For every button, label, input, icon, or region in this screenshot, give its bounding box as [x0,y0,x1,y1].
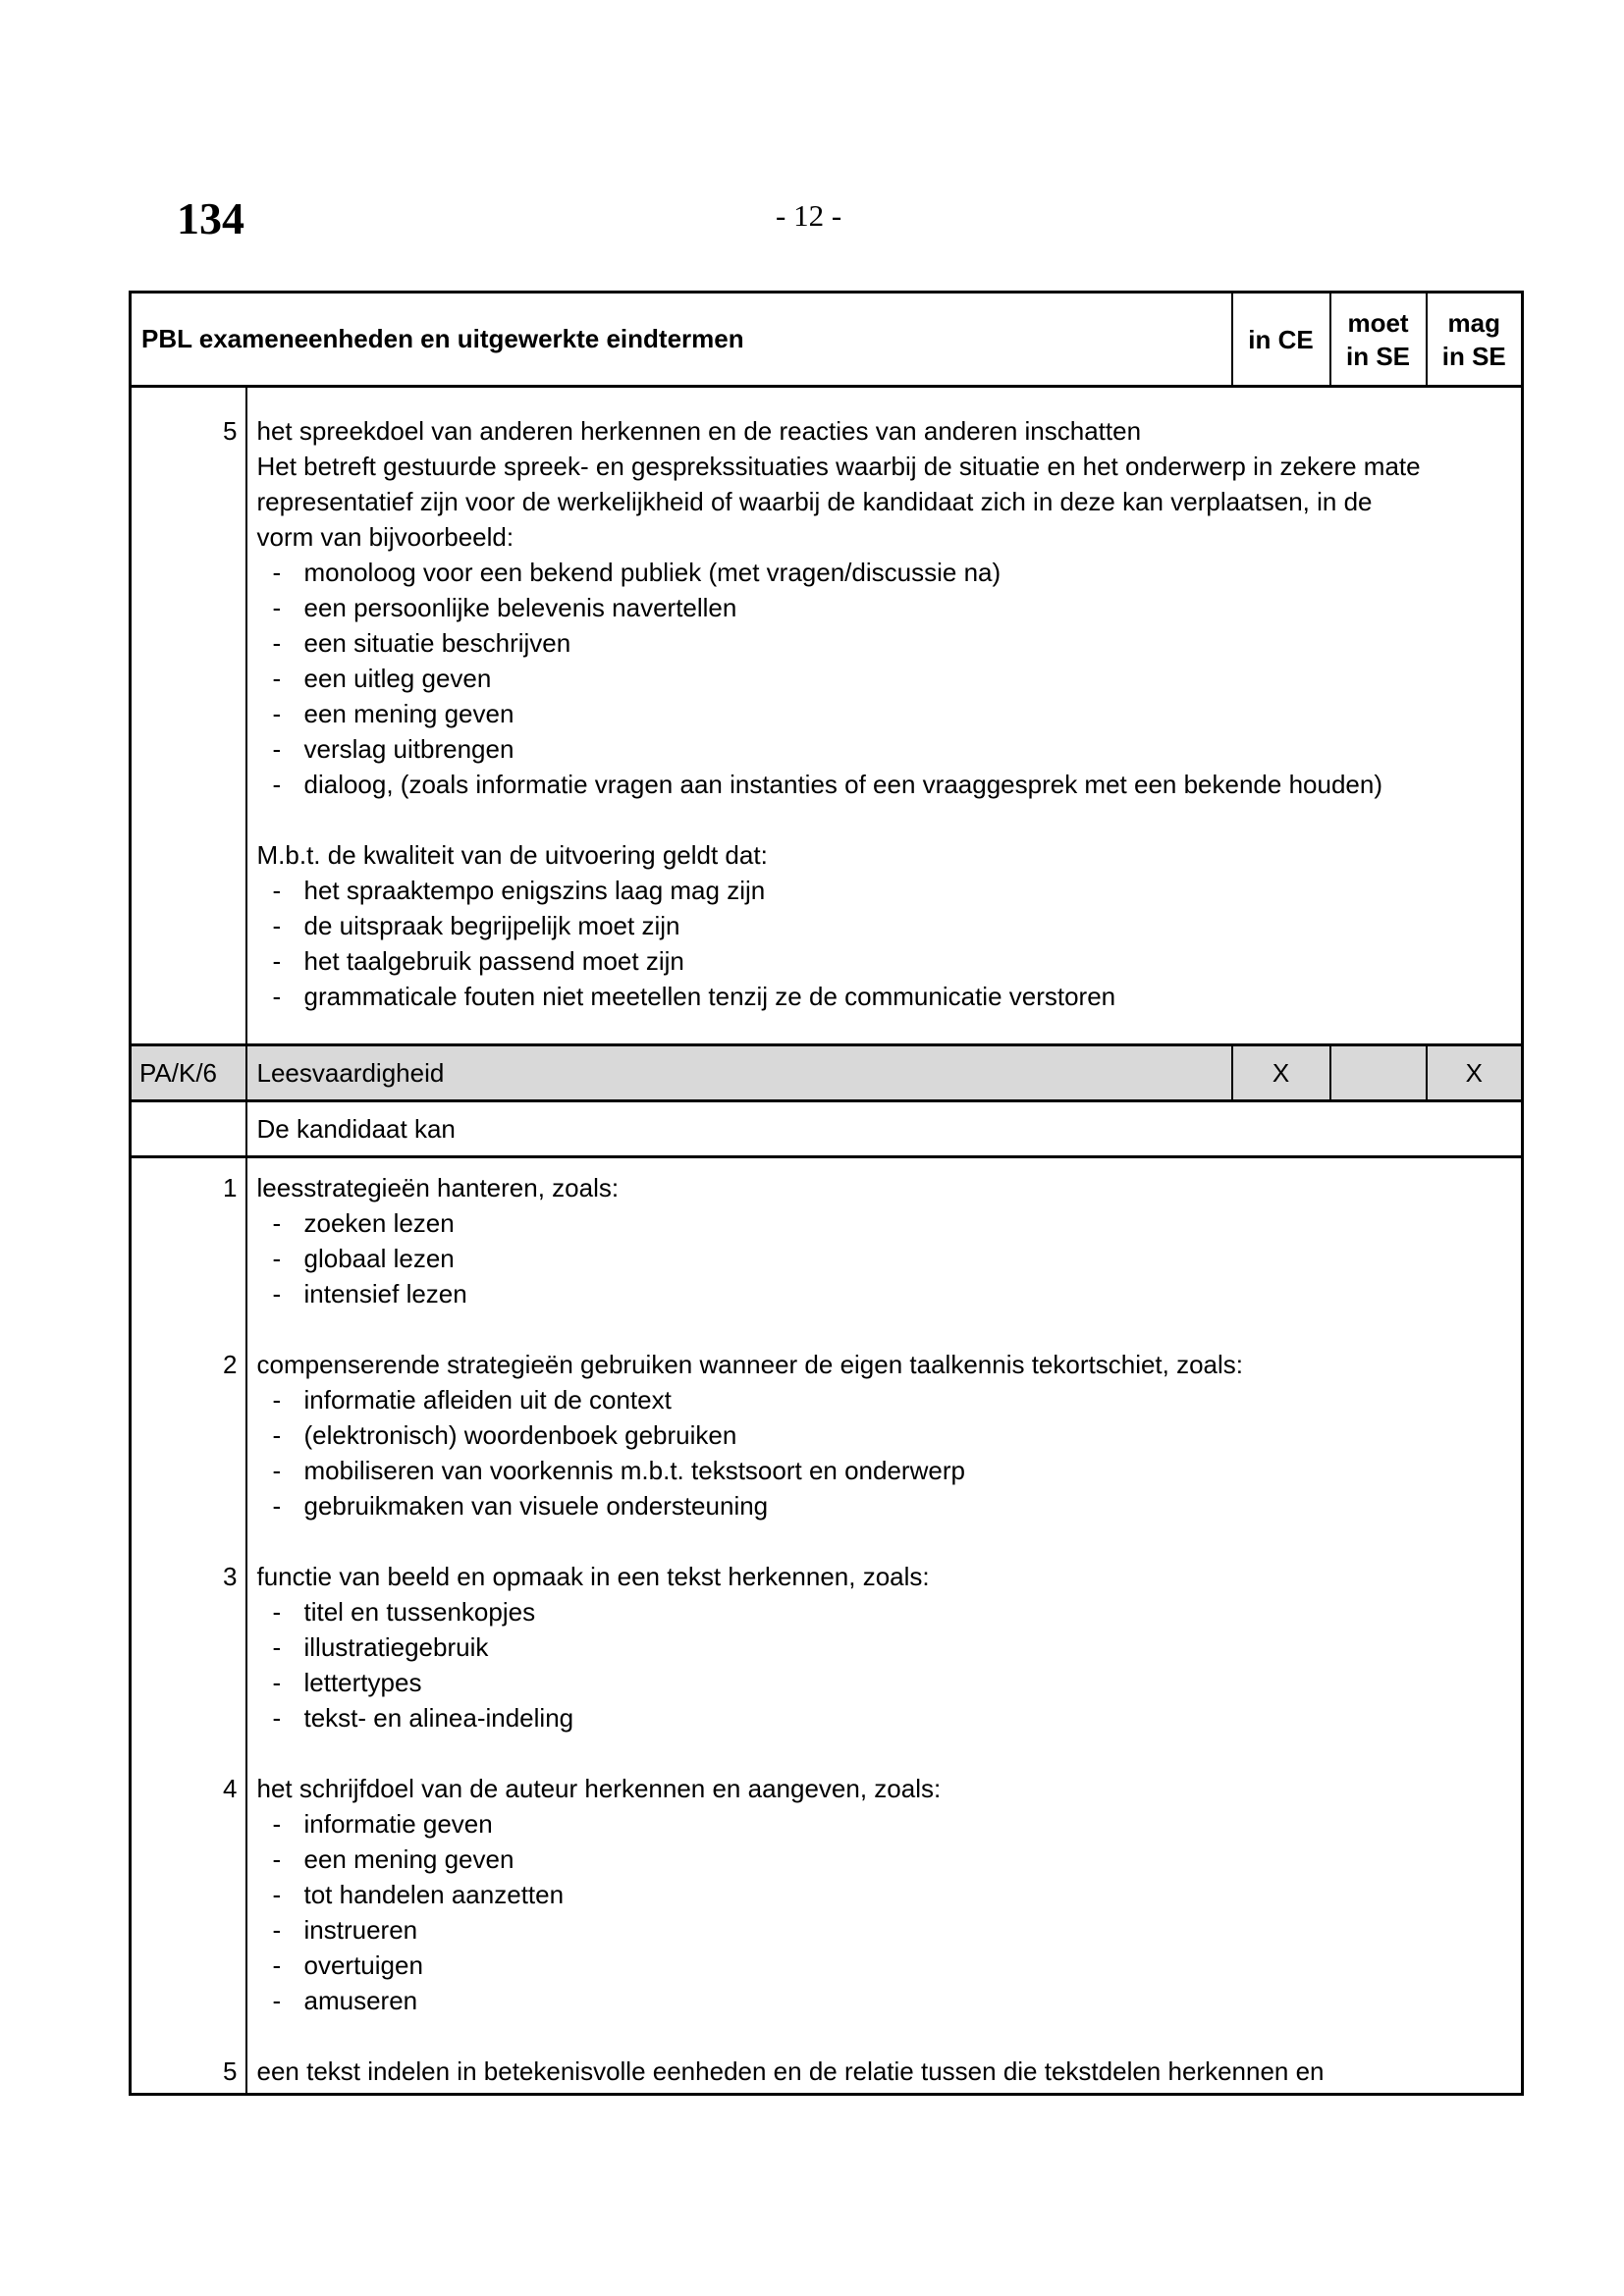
bullet-dash-icon: - [272,911,282,940]
items-content-cell [246,1157,1523,2095]
item-text: representatief zijn voor de werkelijkheid of waarbij de kandidaat zich in deze kan verplaatsen, in de [256,487,1373,516]
bullet-dash-icon: - [272,1632,282,1662]
item-numbers-cell [131,1157,246,2095]
column-header-mag-line2: in SE [1441,341,1506,371]
unit-title: Leesvaardigheid [246,1045,1232,1101]
list-item: - een persoonlijke belevenis navertellen [257,590,1512,625]
item-number: 4 [223,1774,238,1803]
list-item: - het spraaktempo enigszins laag mag zijn [257,873,1512,908]
item-number: 5 [223,416,238,446]
bullet-dash-icon: - [272,664,282,693]
bullet-dash-icon: - [272,1491,282,1521]
list-item: - een mening geven [257,696,1512,731]
bullet-dash-icon: - [272,1385,282,1415]
list-item: - (elektronisch) woordenboek gebruiken [257,1417,1512,1453]
list-item: - de uitspraak begrijpelijk moet zijn [257,908,1512,943]
list-item: - zoeken lezen [257,1205,1512,1241]
unit-mag-in-se-mark: X [1427,1045,1523,1101]
reading-items-row [131,1157,1523,2095]
column-header-moet-in-se [1330,293,1427,387]
item-text: vorm van bijvoorbeeld: [256,522,514,552]
bullet-dash-icon: - [272,699,282,728]
bullet-dash-icon: - [272,1703,282,1733]
bullet-dash-icon: - [272,1844,282,1874]
list-item: - lettertypes [257,1665,1512,1700]
column-header-mag-line1: mag [1447,307,1500,338]
list-item: - dialoog, (zoals informatie vragen aan instanties of een vraaggesprek met een bekende houden) [257,767,1512,802]
list-item: - monoloog voor een bekend publiek (met vragen/discussie na) [257,555,1512,590]
list-item: - titel en tussenkopjes [257,1594,1512,1629]
item-text: compenserende strategieën gebruiken wanneer de eigen taalkennis tekortschiet, zoals: [256,1350,1244,1379]
page-number: - 12 - [776,198,842,233]
bullet-dash-icon: - [272,1420,282,1450]
quality-intro: M.b.t. de kwaliteit van de uitvoering geldt dat: [256,840,768,870]
item-number: 5 [223,2056,238,2086]
list-item: - een uitleg geven [257,661,1512,696]
bullet-dash-icon: - [272,946,282,976]
bullet-dash-icon: - [272,1244,282,1273]
item-text: Het betreft gestuurde spreek- en gesprekssituaties waarbij de situatie en het onderwerp in zekere mate [256,452,1421,481]
bullet-dash-icon: - [272,1986,282,2015]
unit-in-ce-mark: X [1232,1045,1330,1101]
bullet-dash-icon: - [272,1456,282,1485]
list-item: - amuseren [257,1983,1512,2018]
column-header-moet-line1: moet [1347,307,1409,338]
bullet-dash-icon: - [272,982,282,1011]
item-number: 2 [223,1350,238,1379]
bullet-dash-icon: - [272,1597,282,1627]
column-header-mag-in-se [1427,293,1523,387]
item-text: het schrijfdoel van de auteur herkennen en aangeven, zoals: [256,1774,942,1803]
bullet-dash-icon: - [272,628,282,658]
exam-units-table [129,291,1524,2096]
speaking-item-row [131,387,1523,1045]
item-text: het spreekdoel van anderen herkennen en de reacties van anderen inschatten [256,416,1142,446]
document-number: 134 [177,193,244,243]
item-number-cell [131,387,246,1045]
list-item: - informatie afleiden uit de context [257,1382,1512,1417]
list-item: - informatie geven [257,1806,1512,1842]
list-item: - grammaticale fouten niet meetellen tenzij ze de communicatie verstoren [257,979,1512,1014]
intro-row [131,1101,1523,1157]
column-header-moet-line2: in SE [1346,341,1411,371]
bullet-dash-icon: - [272,1809,282,1839]
intro-text: De kandidaat kan [246,1101,1523,1157]
bullet-dash-icon: - [272,1208,282,1238]
unit-row [131,1045,1523,1101]
list-item: - een mening geven [257,1842,1512,1877]
item-text: een tekst indelen in betekenisvolle eenheden en de relatie tussen die tekstdelen herkennen en [256,2056,1325,2086]
list-item: - overtuigen [257,1948,1512,1983]
table-header-row [131,293,1523,387]
bullet-dash-icon: - [272,770,282,799]
column-header-in-ce: in CE [1232,293,1330,387]
bullet-dash-icon: - [272,1915,282,1945]
table-header-title: PBL exameneenheden en uitgewerkte eindtermen [131,293,1232,387]
item-number: 1 [223,1173,238,1202]
bullet-dash-icon: - [272,1668,282,1697]
bullet-dash-icon: - [272,593,282,622]
bullet-dash-icon: - [272,1880,282,1909]
list-item: - tot handelen aanzetten [257,1877,1512,1912]
bullet-dash-icon: - [272,876,282,905]
list-item: - instrueren [257,1912,1512,1948]
item-content-cell [246,387,1523,1045]
list-item: - verslag uitbrengen [257,731,1512,767]
list-item: - gebruikmaken van visuele ondersteuning [257,1488,1512,1523]
list-item: - een situatie beschrijven [257,625,1512,661]
item-text: functie van beeld en opmaak in een tekst herkennen, zoals: [256,1562,930,1591]
list-item: - tekst- en alinea-indeling [257,1700,1512,1735]
item-text: leesstrategieën hanteren, zoals: [256,1173,620,1202]
bullet-dash-icon: - [272,1279,282,1308]
list-item: - intensief lezen [257,1276,1512,1311]
list-item: - illustratiegebruik [257,1629,1512,1665]
list-item: - globaal lezen [257,1241,1512,1276]
list-item: - het taalgebruik passend moet zijn [257,943,1512,979]
unit-code: PA/K/6 [131,1045,246,1101]
list-item: - mobiliseren van voorkennis m.b.t. tekstsoort en onderwerp [257,1453,1512,1488]
item-number: 3 [223,1562,238,1591]
bullet-dash-icon: - [272,1950,282,1980]
unit-moet-in-se-mark [1330,1045,1427,1101]
bullet-dash-icon: - [272,558,282,587]
bullet-dash-icon: - [272,734,282,764]
